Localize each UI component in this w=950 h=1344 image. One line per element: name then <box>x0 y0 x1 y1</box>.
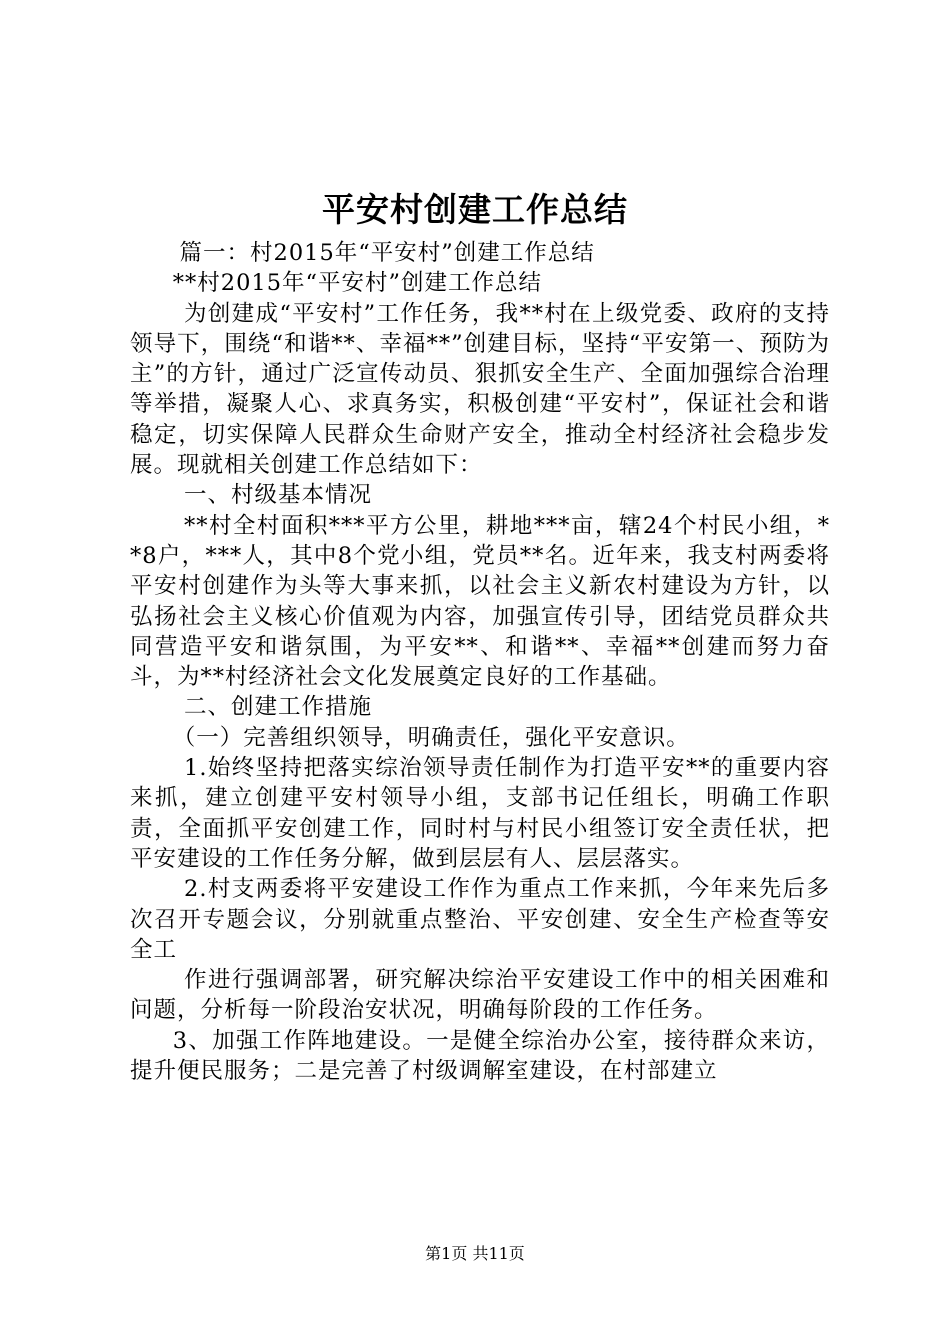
paragraph-item-3: 3、加强工作阵地建设。一是健全综治办公室，接待群众来访，提升便民服务；二是完善了村级调解室建设，在村部建立 <box>130 1027 830 1085</box>
paragraph-intro: 为创建成“平安村”工作任务，我**村在上级党委、政府的支持领导下，围绕“和谐**、幸福**”创建目标，坚持“平安第一、预防为主”的方针，通过广泛宣传动员、狠抓安全生产、全面加强综合治理等举措，凝聚人心、求真务实，积极创建“平安村”，保证社会和谐稳定，切实保障人民群众生命财产安全，推动全村经济社会稳步发展。现就相关创建工作总结如下： <box>130 300 830 479</box>
paragraph-item-2: 2.村支两委将平安建设工作作为重点工作来抓，今年来先后多次召开专题会议，分别就重点整治、平安创建、安全生产检查等安全工 <box>130 876 830 963</box>
paragraph-basic-info: **村全村面积***平方公里，耕地***亩，辖24个村民小组，**8户，***人，其中8个党小组，党员**名。近年来，我支村两委将平安村创建作为头等大事来抓，以社会主义新农村建设为方针，以弘扬社会主义核心价值观为内容，加强宣传引导，团结党员群众共同营造平安和谐氛围，为平安**、和谐**、幸福**创建而努力奋斗，为**村经济社会文化发展奠定良好的工作基础。 <box>130 512 830 691</box>
document-body <box>130 238 830 1086</box>
subsection-heading-organization: （一）完善组织领导，明确责任，强化平安意识。 <box>172 724 690 751</box>
paragraph-item-2-continued: 作进行强调部署，研究解决综治平安建设工作中的相关困难和问题，分析每一阶段治安状况，明确每阶段的工作任务。 <box>130 967 830 1024</box>
section-heading-measures: 二、创建工作措施 <box>184 694 373 721</box>
paragraph-item-1: 1.始终坚持把落实综治领导责任制作为打造平安**的重要内容来抓，建立创建平安村领导小组，支部书记任组长，明确工作职责，全面抓平安创建工作，同时村与村民小组签订安全责任状，把平安建设的工作任务分解，做到层层有人、层层落实。 <box>130 755 830 872</box>
document-title: 平安村创建工作总结 <box>322 190 628 229</box>
page-footer: 第1页 共11页 <box>425 1244 525 1263</box>
paragraph-subtitle: **村2015年“平安村”创建工作总结 <box>172 270 543 297</box>
paragraph-chapter-heading: 篇一：村2015年“平安村”创建工作总结 <box>179 240 595 266</box>
section-heading-basic-info: 一、村级基本情况 <box>184 482 373 509</box>
